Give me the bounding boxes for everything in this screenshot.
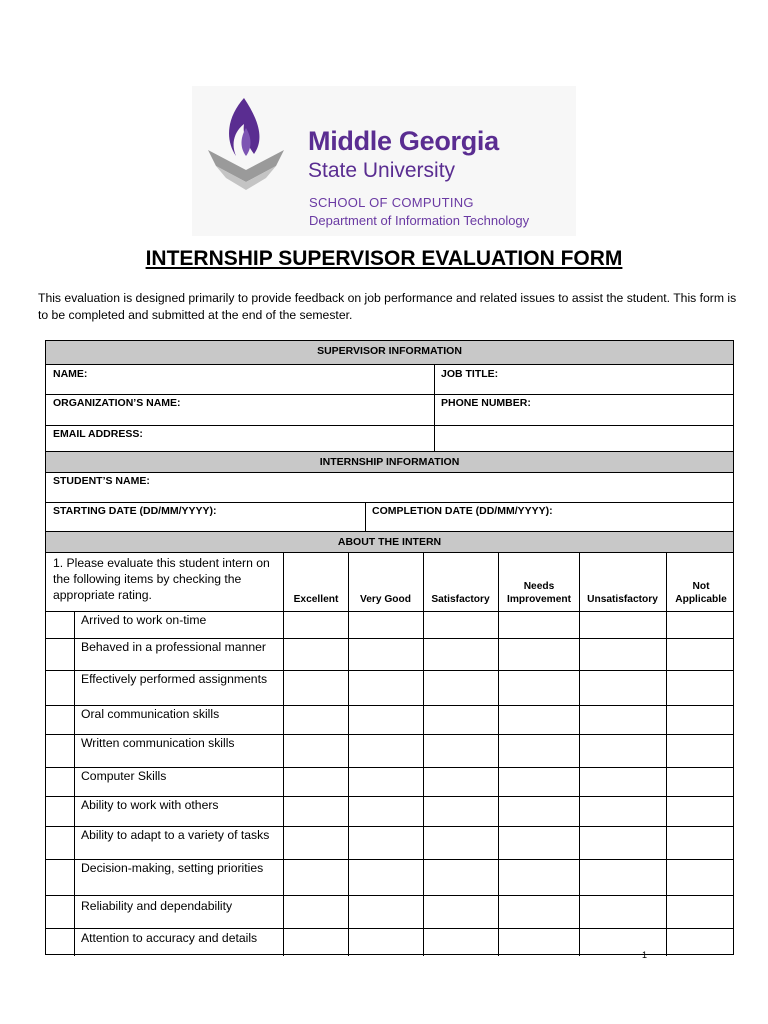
logo-university-name: Middle Georgia [308, 126, 499, 156]
university-logo [192, 86, 576, 236]
section-header-internship: INTERNSHIP INFORMATION [46, 451, 733, 473]
column-header: Satisfactory [431, 594, 490, 605]
evaluation-form [45, 340, 734, 955]
empty-field[interactable] [434, 425, 733, 451]
email-address-field[interactable] [46, 425, 434, 451]
rating-question: 1. Please evaluate this student intern on the following items by checking the appropriate rating. [53, 556, 270, 602]
field-label: EMAIL ADDRESS: [53, 428, 143, 440]
rating-item: Effectively performed assignments [81, 672, 268, 686]
rating-item: Written communication skills [81, 736, 235, 750]
rating-item: Behaved in a professional manner [81, 640, 266, 654]
field-label: PHONE NUMBER: [441, 397, 531, 409]
student-name-field[interactable] [46, 472, 733, 503]
logo-university-subtitle: State University [308, 159, 456, 182]
supervisor-name-field[interactable] [46, 365, 434, 394]
rating-item: Ability to adapt to a variety of tasks [81, 828, 270, 842]
field-label: STARTING DATE (DD/MM/YYYY): [53, 505, 217, 517]
field-label: ORGANIZATION’S NAME: [53, 397, 181, 409]
column-header: Unsatisfactory [587, 594, 658, 605]
field-label: STUDENT’S NAME: [53, 475, 150, 487]
column-header: Needs Improvement [507, 581, 571, 605]
field-label: JOB TITLE: [441, 368, 499, 380]
rating-item: Oral communication skills [81, 707, 220, 721]
phone-number-field[interactable] [434, 394, 733, 425]
flame-logo-icon [206, 94, 288, 194]
rating-item: Arrived to work on-time [81, 613, 207, 627]
column-header: Excellent [293, 594, 339, 605]
rating-item: Decision-making, setting priorities [81, 861, 264, 875]
column-header: Not Applicable [675, 581, 727, 605]
rating-item: Attention to accuracy and details [81, 931, 258, 945]
logo-school-name: SCHOOL OF COMPUTING [309, 195, 474, 210]
page-number: 1 [642, 950, 648, 960]
completion-date-field[interactable] [365, 502, 733, 531]
page-title: INTERNSHIP SUPERVISOR EVALUATION FORM [145, 247, 623, 270]
column-header: Very Good [360, 594, 411, 605]
section-header-about-intern: ABOUT THE INTERN [46, 531, 733, 553]
rating-item: Computer Skills [81, 769, 167, 783]
field-label: COMPLETION DATE (DD/MM/YYYY): [372, 505, 553, 517]
job-title-field[interactable] [434, 365, 733, 394]
intro-paragraph: This evaluation is designed primarily to provide feedback on job performance and related issues to assist the student. This form is to be completed and submitted at the end of the semester. [38, 291, 737, 322]
organization-name-field[interactable] [46, 394, 434, 425]
starting-date-field[interactable] [46, 502, 365, 531]
field-label: NAME: [53, 368, 88, 380]
section-header-supervisor: SUPERVISOR INFORMATION [46, 341, 733, 365]
logo-department-name: Department of Information Technology [309, 213, 530, 228]
rating-item: Reliability and dependability [81, 899, 233, 913]
rating-item: Ability to work with others [81, 798, 219, 812]
